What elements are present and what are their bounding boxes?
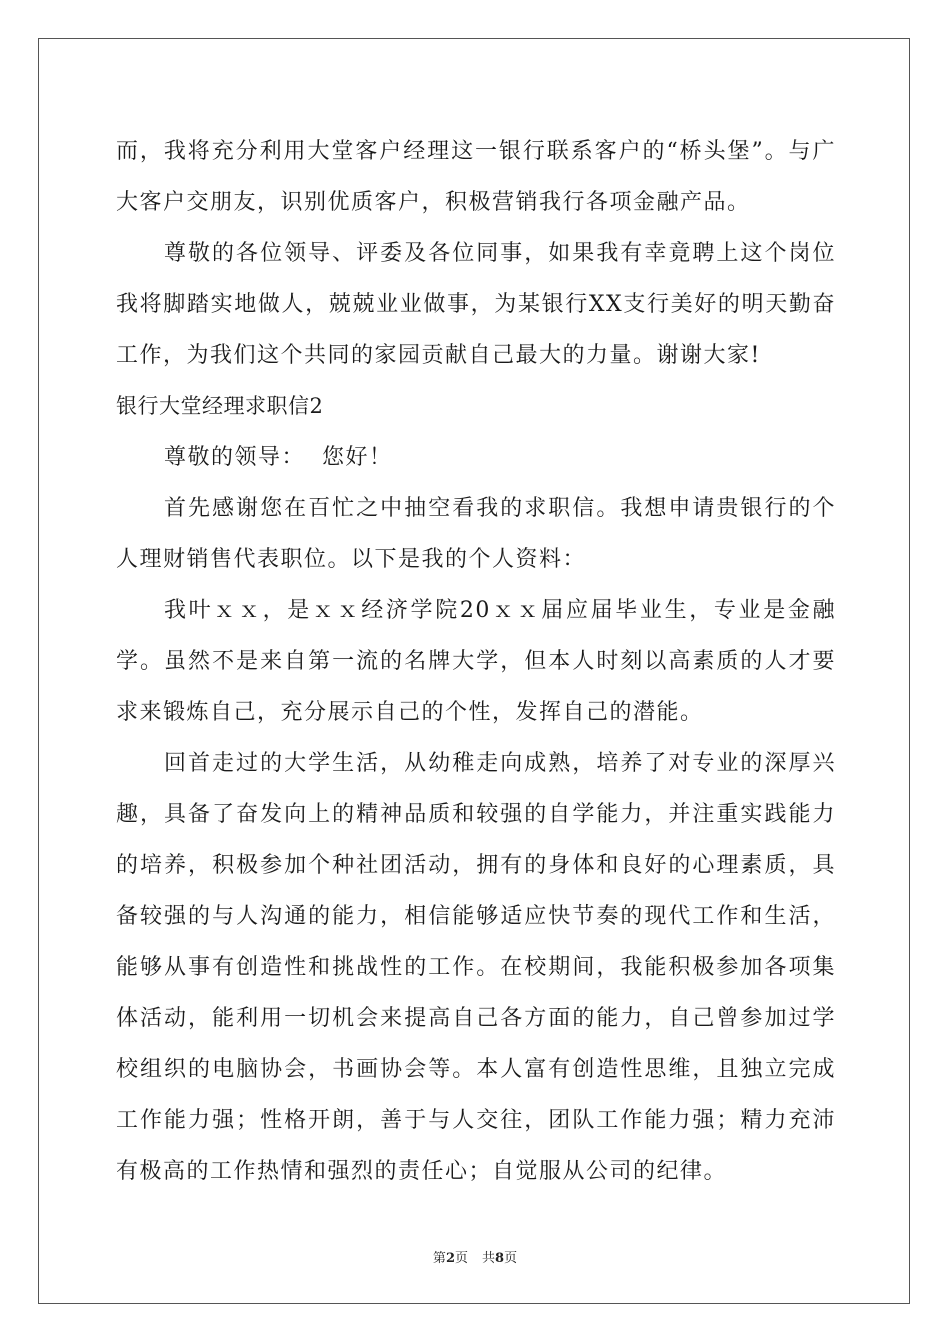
footer-total-suffix: 页 [504,1251,518,1266]
paragraph-college-life: 回首走过的大学生活，从幼稚走向成熟，培养了对专业的深厚兴趣，具备了奋发向上的精神品质和较强的自学能力，并注重实践能力的培养，积极参加个种社团活动，拥有的身体和良好的心理素质，具备较强的与人沟通的能力，相信能够适应快节奏的现代工作和生活，能够从事有创造性和挑战性的工作。在校期间，我能积极参加各项集体活动，能利用一切机会来提高自己各方面的能力，自己曾参加过学校组织的电脑协会，书画协会等。本人富有创造性思维，且独立完成工作能力强；性格开朗，善于与人交往，团队工作能力强；精力充沛有极高的工作热情和强烈的责任心；自觉服从公司的纪律。 [116,751,836,1184]
paragraph-personal-info: 我叶ｘｘ，是ｘｘ经济学院20ｘｘ届应届毕业生，专业是金融学。虽然不是来自第一流的名牌大学，但本人时刻以高素质的人才要求来锻炼自己，充分展示自己的个性，发挥自己的潜能。 [116,598,836,725]
page-footer [0,1247,950,1266]
footer-page-prefix: 第 [432,1251,446,1266]
paragraph-continuation: 而，我将充分利用大堂客户经理这一银行联系客户的“桥头堡”。与广大客户交朋友，识别优质客户，积极营销我行各项金融产品。 [116,139,836,215]
footer-page-number: 2 [445,1251,455,1266]
footer-total-prefix: 共 [482,1251,496,1266]
footer-page-suffix: 页 [454,1251,468,1266]
section-title: 银行大堂经理求职信2 [116,394,324,418]
paragraph-intro: 首先感谢您在百忙之中抽空看我的求职信。我想申请贵银行的个人理财销售代表职位。以下是我的个人资料： [116,496,836,572]
footer-total-number: 8 [495,1251,505,1266]
paragraph-closing: 尊敬的各位领导、评委及各位同事，如果我有幸竟聘上这个岗位我将脚踏实地做人，兢兢业业做事，为某银行XX支行美好的明天勤奋工作，为我们这个共同的家园贡献自己最大的力量。谢谢大家! [116,241,836,368]
letter-greeting: 尊敬的领导： 您好！ [164,445,393,470]
document-body [116,126,836,1197]
